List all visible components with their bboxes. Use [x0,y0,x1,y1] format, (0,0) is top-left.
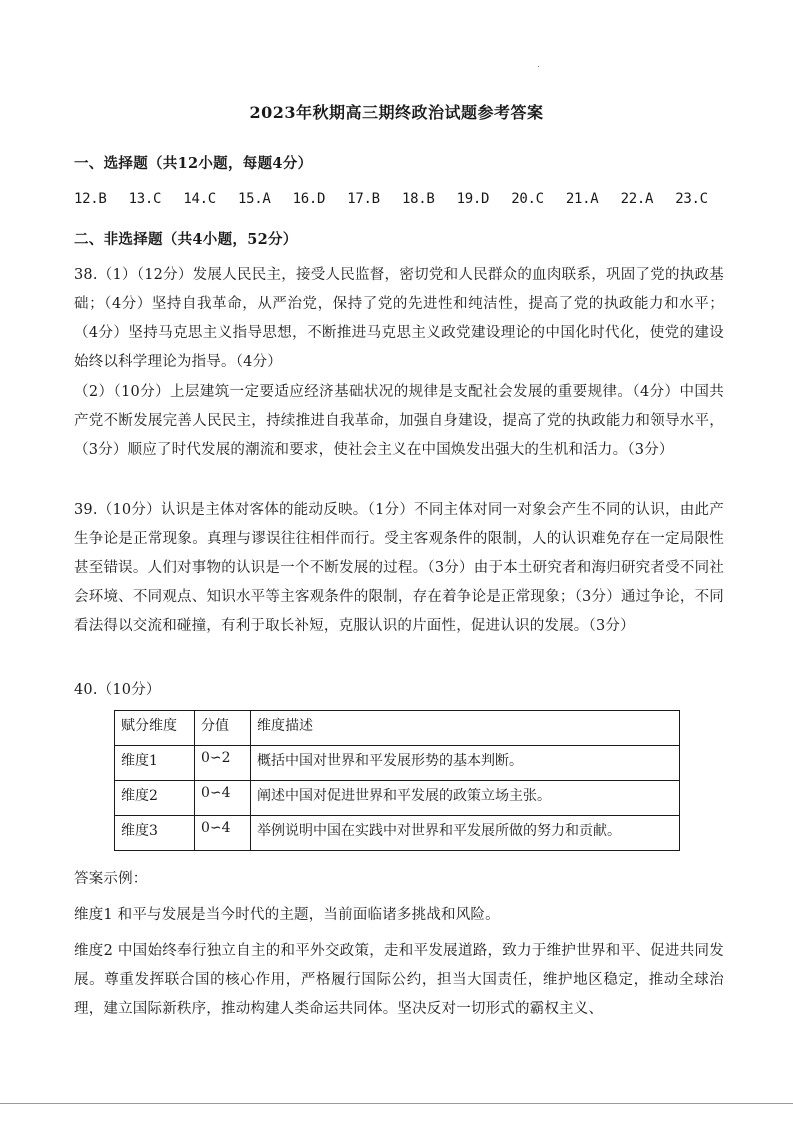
rubric-table [114,710,680,851]
page-title: 2023年秋期高三期终政治试题参考答案 [249,103,544,122]
table-row [115,781,680,816]
choice-answers [74,191,722,207]
answer-item: 22.A [620,191,654,207]
table-header-cell: 分值 [195,711,251,746]
answer-item: 13.C [128,191,162,207]
answer-item: 23.C [675,191,708,207]
table-cell: 0∽4 [195,781,251,816]
answer-example-label: 答案示例： [74,871,148,887]
table-header-row [115,711,680,746]
table-cell: 维度2 [115,781,195,816]
answer-item: 16.D [292,191,326,207]
answer-item: 15.A [237,191,271,207]
scan-speck [538,66,539,67]
table-cell: 0∽2 [195,746,251,781]
q40-label: 40.（10分） [74,682,161,698]
q38-part2: （2）（10分）上层建筑一定要适应经济基础状况的规律是支配社会发展的重要规律。（4分）中国共产党不断发展完善人民民主，持续推进自我革命，加强自身建设，提高了党的执政能力和领导水平，（3分）顺应了时代发展的潮流和要求，使社会主义在中国焕发出强大的生机和活力。（3分） [74,384,724,458]
table-cell: 维度3 [115,816,195,851]
q38-part1: 38.（1）（12分）发展人民民主，接受人民监督，密切党和人民群众的血肉联系，巩固了党的执政基础；（4分）坚持自我革命，从严治党，保持了党的先进性和纯洁性，提高了党的执政能力和水平；（4分）坚持马克思主义指导思想，不断推进马克思主义政党建设理论的中国化时代化，使党的建设始终以科学理论为指导。（4分） [74,267,724,370]
answer-item: 12.B [74,191,107,207]
table-header-cell: 维度描述 [251,711,680,746]
answer-item: 18.B [401,191,435,207]
table-cell: 0∽4 [195,816,251,851]
answer-item: 19.D [456,191,490,207]
table-row [115,816,680,851]
answer-item: 20.C [511,191,544,207]
section-2-heading: 二、非选择题（共4小题，52分） [74,231,298,248]
answer-item: 21.A [565,191,599,207]
section-1-heading: 一、选择题（共12小题，每题4分） [74,155,313,172]
table-cell: 阐述中国对促进世界和平发展的政策立场主张。 [251,781,680,816]
table-row [115,746,680,781]
answer-item: 17.B [347,191,380,207]
table-cell: 举例说明中国在实践中对世界和平发展所做的努力和贡献。 [251,816,680,851]
table-header-cell: 赋分维度 [115,711,195,746]
table-cell: 概括中国对世界和平发展形势的基本判断。 [251,746,680,781]
answer-item: 14.C [183,191,216,207]
dimension-1-answer: 维度1 和平与发展是当今时代的主题，当前面临诸多挑战和风险。 [74,907,500,923]
q39-answer: 39.（10分）认识是主体对客体的能动反映。（1分）不同主体对同一对象会产生不同的认识，由此产生争论是正常现象。真理与谬误往往相伴而行。受主客观条件的限制，人的认识难免存在一定局限性甚至错误。人们对事物的认识是一个不断发展的过程。（3分）由于本土研究者和海归研究者受不同社会环境、不同观点、知识水平等主客观条件的限制，存在着争论是正常现象；（3分）通过争论，不同看法得以交流和碰撞，有利于取长补短，克服认识的片面性，促进认识的发展。（3分） [74,502,724,634]
table-cell: 维度1 [115,746,195,781]
dimension-2-answer: 维度2 中国始终奉行独立自主的和平外交政策，走和平发展道路，致力于维护世界和平、促进共同发展。尊重发挥联合国的核心作用，严格履行国际公约，担当大国责任，维护地区稳定，推动全球治理，建立国际新秩序，推动构建人类命运共同体。坚决反对一切形式的霸权主义、 [74,943,724,1017]
page-bottom-rule [0,1103,793,1104]
